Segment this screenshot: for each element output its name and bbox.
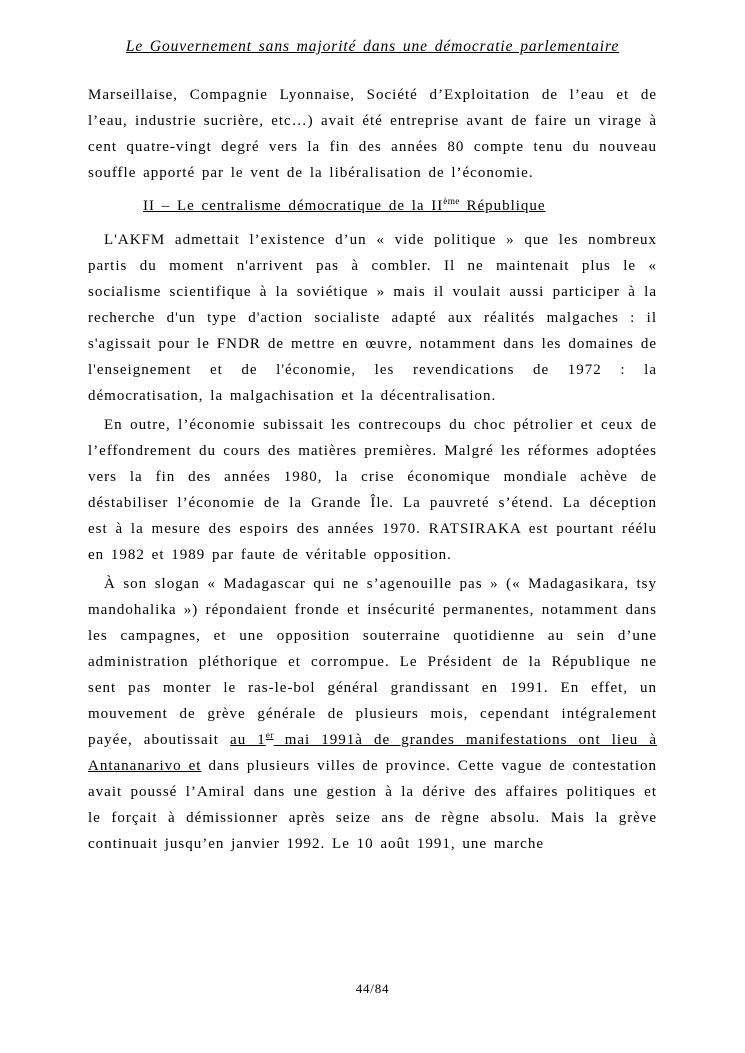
section-heading (88, 193, 657, 219)
page-number: 44/84 (355, 981, 390, 996)
text-run: L'AKFM admettait l’existence d’un « vide politique » que les nombreux partis du moment n'arrivent pas à combler. Il ne maintenait plus le « socialisme scientifique à la soviétique » mais il voulait aussi participer à la recherche d'un type d'action socialiste adapté aux réalités malgaches : il s'agissait pour le FNDR de mettre en œuvre, notamment dans les domaines de l'enseignement et de l'économie, les revendications de 1972 : la démocratisation, la malgachisation et la décentralisation. (88, 232, 657, 404)
section-heading-superscript: ème (443, 197, 460, 207)
document-body (88, 82, 657, 857)
page-header-title: Le Gouvernement sans majorité dans une démocratie parlementaire (125, 38, 620, 55)
text-run: au 1 (230, 732, 266, 748)
text-run: Marseillaise, Compagnie Lyonnaise, Société d’Exploitation de l’eau et de l’eau, industrie sucrière, etc…) avait été entreprise avant de faire un virage à cent quatre-vingt degré vers la fin des années 80 compte tenu du nouveau souffle apporté par le vent de la libéralisation de l’économie. (88, 87, 657, 181)
text-run: er (265, 731, 274, 741)
text-run: À son slogan « Madagascar qui ne s’agenouille pas » (« Madagasikara, tsy mandohalika ») répondaient fronde et insécurité permanentes, notamment dans les campagnes, et une opposition souterraine quotidienne au sein d’une administration pléthorique et corrompue. Le Président de la République ne sent pas monter le ras-le-bol général grandissant en 1991. En effet, un mouvement de grève générale de plusieurs mois, cependant intégralement payée, aboutissait (88, 576, 657, 748)
section-heading-prefix: II – Le centralisme démocratique de la II (143, 198, 444, 214)
section-heading-text (143, 198, 546, 214)
text-run: mai 1991à de grandes manifestations ont lieu à Antananarivo et (88, 732, 657, 774)
paragraph (88, 82, 657, 186)
paragraph (88, 227, 657, 409)
text-run: dans plusieurs villes de province. Cette vague de contestation avait poussé l’Amiral dans une gestion à la dérive des affaires politiques et le forçait à démissionner après seize ans de règne absolu. Mais la grève continuait jusqu’en janvier 1992. Le 10 août 1991, une marche (88, 758, 657, 852)
text-run: En outre, l’économie subissait les contrecoups du choc pétrolier et ceux de l’effondrement du cours des matières premières. Malgré les réformes adoptées vers la fin des années 1980, la crise économique mondiale achève de déstabiliser l’économie de la Grande Île. La pauvreté s’étend. La déception est à la mesure des espoirs des années 1970. RATSIRAKA est pourtant réélu en 1982 et 1989 par faute de véritable opposition. (88, 417, 657, 563)
paragraph (88, 571, 657, 857)
section-heading-suffix: République (459, 198, 546, 214)
paragraph (88, 412, 657, 568)
